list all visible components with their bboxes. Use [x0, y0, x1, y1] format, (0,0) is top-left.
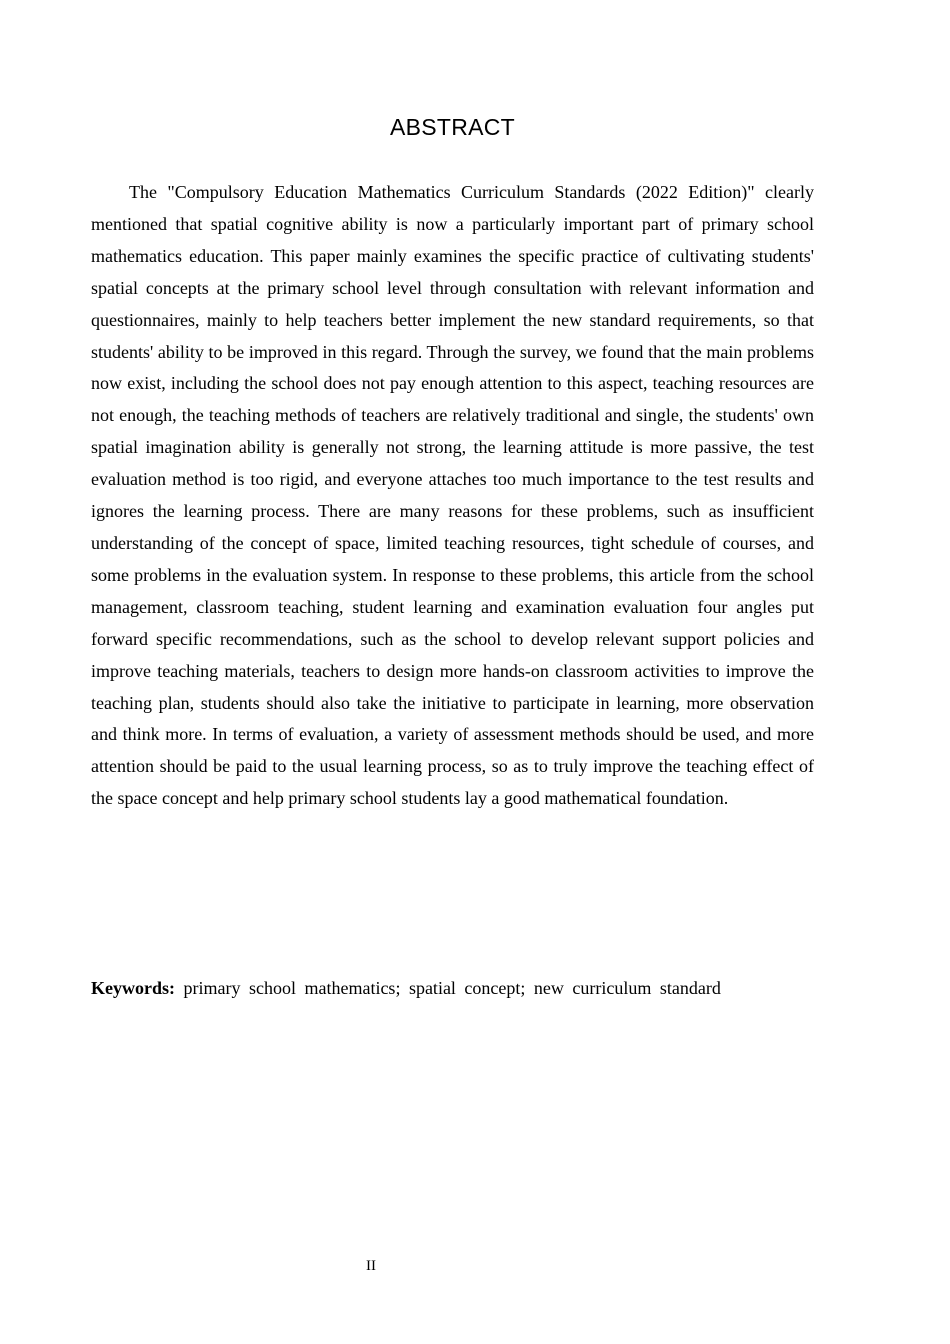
- keywords-label: Keywords:: [91, 978, 175, 998]
- page-number: II: [366, 1258, 376, 1274]
- abstract-title: ABSTRACT: [389, 114, 516, 140]
- abstract-body: The "Compulsory Education Mathematics Curriculum Standards (2022 Edition)" clearly mentioned that spatial cognitive ability is now a particularly important part of primary school mathematics education. This paper mainly examines the specific practice of cultivating students' spatial concepts at the primary school level through consultation with relevant information and questionnaires, mainly to help teachers better implement the new standard requirements, so that students' ability to be improved in this regard. Through the survey, we found that the main problems now exist, including the school does not pay enough attention to this aspect, teaching resources are not enough, the teaching methods of teachers are relatively traditional and single, the students' own spatial imagination ability is generally not strong, the learning attitude is more passive, the test evaluation method is too rigid, and everyone attaches too much importance to the test results and ignores the learning process. There are many reasons for these problems, such as insufficient understanding of the concept of space, limited teaching resources, tight schedule of courses, and some problems in the evaluation system. In response to these problems, this article from the school management, classroom teaching, student learning and examination evaluation four angles put forward specific recommendations, such as the school to develop relevant support policies and improve teaching materials, teachers to design more hands-on classroom activities to improve the teaching plan, students should also take the initiative to participate in learning, more observation and think more. In terms of evaluation, a variety of assessment methods should be used, and more attention should be paid to the usual learning process, so as to truly improve the teaching effect of the space concept and help primary school students lay a good mathematical foundation.: [91, 182, 814, 809]
- keywords-text: primary school mathematics; spatial concept; new curriculum standard: [183, 978, 721, 998]
- keywords-line: [91, 974, 814, 1002]
